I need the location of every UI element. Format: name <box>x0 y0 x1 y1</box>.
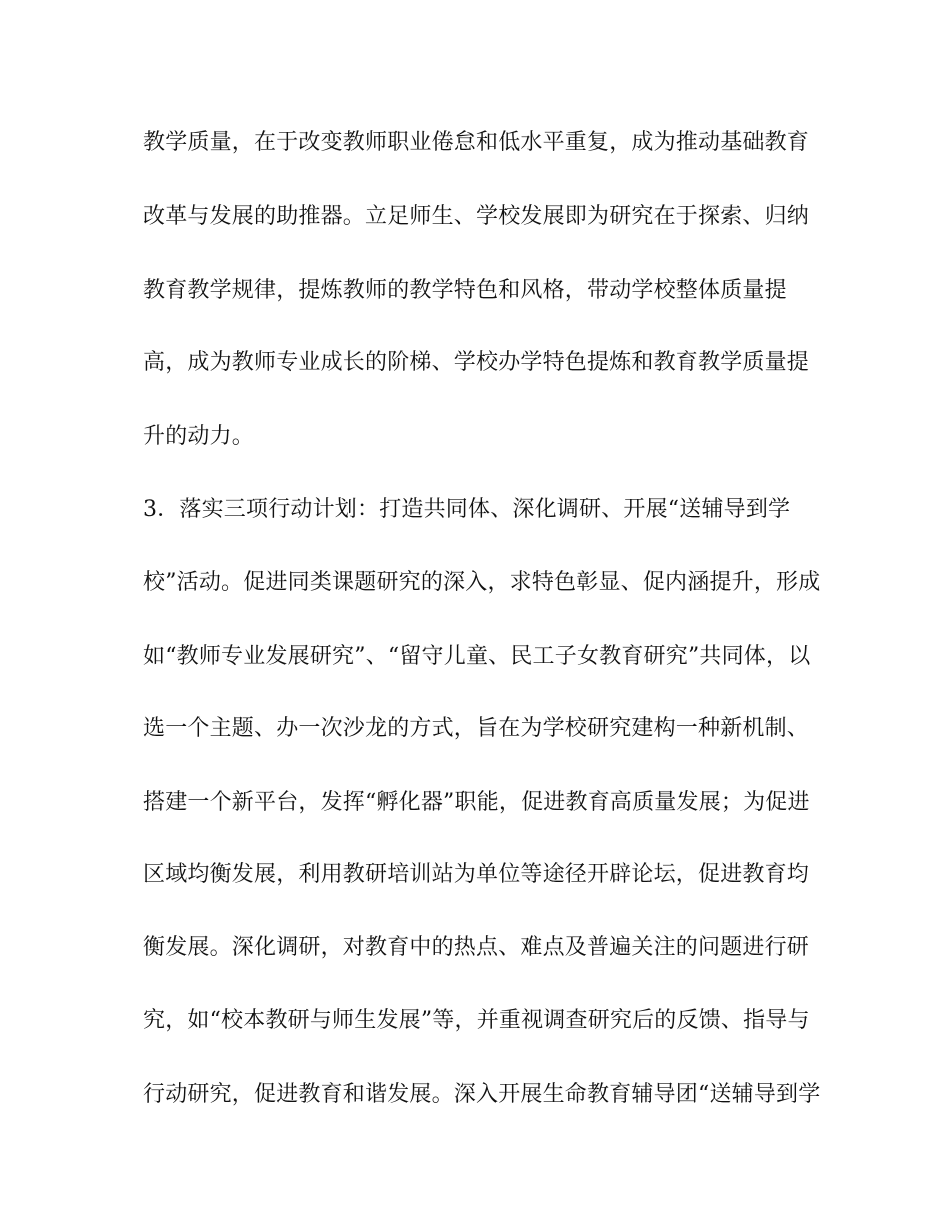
text-line: 教育教学规律，提炼教师的教学特色和风格，带动学校整体质量提 <box>143 278 787 303</box>
text-line: 高，成为教师专业成长的阶梯、学校办学特色提炼和教育教学质量提 <box>143 350 810 375</box>
text-line: 衡发展。深化调研，对教育中的热点、难点及普遍关注的问题进行研 <box>143 935 810 960</box>
text-line: 校”活动。促进同类课题研究的深入，求特色彰显、促内涵提升，形成 <box>143 570 821 595</box>
text-line: 搭建一个新平台，发挥“孵化器”职能，促进教育高质量发展；为促进 <box>143 790 810 815</box>
text-line: 区域均衡发展，利用教研培训站为单位等途径开辟论坛，促进教育均 <box>143 862 810 887</box>
text-line: 行动研究，促进教育和谐发展。深入开展生命教育辅导团“送辅导到学 <box>143 1082 821 1107</box>
text-line: 究，如“校本教研与师生发展”等，并重视调查研究后的反馈、指导与 <box>143 1008 810 1033</box>
text-line: 改革与发展的助推器。立足师生、学校发展即为研究在于探索、归纳 <box>143 204 810 229</box>
text-line: 选一个主题、办一次沙龙的方式，旨在为学校研究建构一种新机制、 <box>143 716 810 741</box>
text-line: 如“教师专业发展研究”、“留守儿童、民工子女教育研究”共同体，以 <box>143 644 811 669</box>
text-line: 3．落实三项行动计划：打造共同体、深化调研、开展“送辅导到学 <box>143 497 791 522</box>
text-line: 教学质量，在于改变教师职业倦怠和低水平重复，成为推动基础教育 <box>143 130 810 155</box>
text-line: 升的动力。 <box>143 424 255 449</box>
